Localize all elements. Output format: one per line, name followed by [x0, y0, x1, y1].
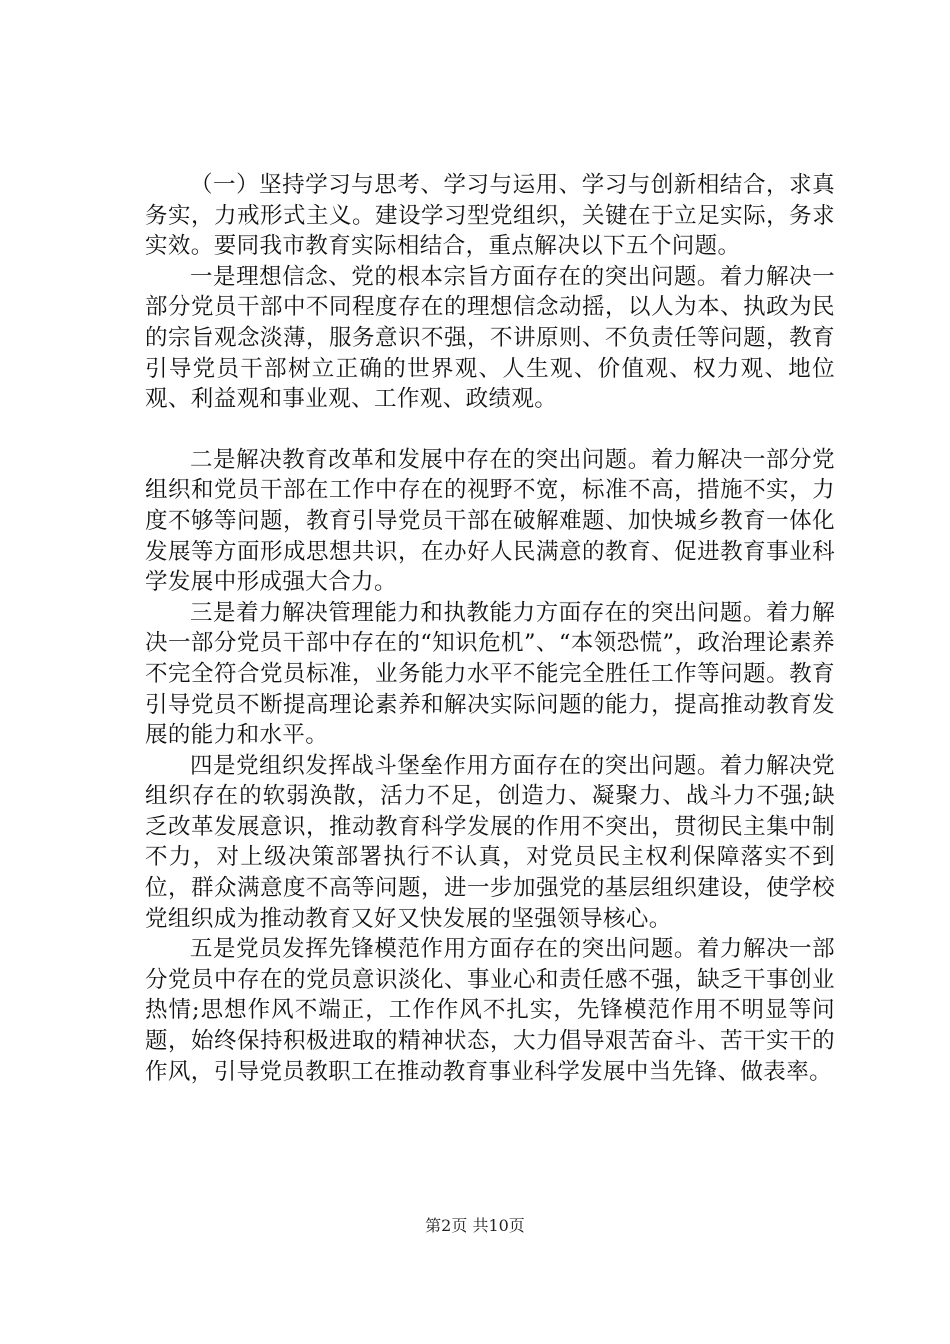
paragraph-item-two: 二是解决教育改革和发展中存在的突出问题。着力解决一部分党组织和党员干部在工作中存在的视野不宽，标准不高，措施不实，力度不够等问题，教育引导党员干部在破解难题、加快城乡教育一体化发展等方面形成思想共识，在办好人民满意的教育、促进教育事业科学发展中形成强大合力。 [145, 446, 835, 596]
paragraph-intro: （一）坚持学习与思考、学习与运用、学习与创新相结合，求真务实，力戒形式主义。建设学习型党组织，关键在于立足实际，务求实效。要同我市教育实际相结合，重点解决以下五个问题。 [145, 172, 835, 260]
paragraph-item-five: 五是党员发挥先锋模范作用方面存在的突出问题。着力解决一部分党员中存在的党员意识淡化、事业心和责任感不强，缺乏干事创业热情;思想作风不端正，工作作风不扎实，先锋模范作用不明显等问题，始终保持积极进取的精神状态，大力倡导艰苦奋斗、苦干实干的作风，引导党员教职工在推动教育事业科学发展中当先锋、做表率。 [145, 936, 835, 1085]
paragraph-item-one: 一是理想信念、党的根本宗旨方面存在的突出问题。着力解决一部分党员干部中不同程度存在的理想信念动摇，以人为本、执政为民的宗旨观念淡薄，服务意识不强，不讲原则、不负责任等问题，教育引导党员干部树立正确的世界观、人生观、价值观、权力观、地位观、利益观和事业观、工作观、政绩观。 [145, 263, 835, 413]
paragraph-item-four: 四是党组织发挥战斗堡垒作用方面存在的突出问题。着力解决党组织存在的软弱涣散，活力不足，创造力、凝聚力、战斗力不强;缺乏改革发展意识，推动教育科学发展的作用不突出，贯彻民主集中制不力，对上级决策部署执行不认真，对党员民主权利保障落实不到位，群众满意度不高等问题，进一步加强党的基层组织建设，使学校党组织成为推动教育又好又快发展的坚强领导核心。 [145, 752, 835, 932]
page-number-label: 第2页 共10页 [425, 1216, 525, 1235]
paragraph-item-three: 三是着力解决管理能力和执教能力方面存在的突出问题。着力解决一部分党员干部中存在的“知识危机”、“本领恐慌”，政治理论素养不完全符合党员标准，业务能力水平不能完全胜任工作等问题。教育引导党员不断提高理论素养和解决实际问题的能力，提高推动教育发展的能力和水平。 [145, 599, 835, 749]
document-body [145, 170, 835, 1087]
page-footer [0, 1216, 950, 1236]
